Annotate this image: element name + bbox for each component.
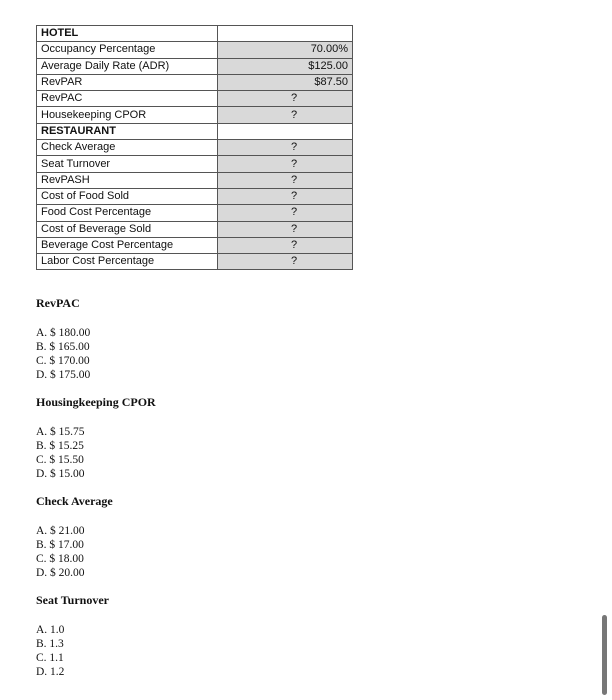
table-row	[37, 188, 353, 204]
table-row	[37, 172, 353, 188]
answer-option: A. $ 15.75	[36, 426, 85, 438]
row-label: Average Daily Rate (ADR)	[37, 58, 218, 74]
question-revpac	[36, 296, 156, 382]
row-label: RESTAURANT	[37, 123, 218, 139]
row-value: ?	[218, 237, 353, 253]
question-seat-turnover	[36, 593, 156, 679]
table-row	[37, 156, 353, 172]
answer-option: A. 1.0	[36, 624, 65, 636]
row-label: Labor Cost Percentage	[37, 254, 218, 270]
row-value: ?	[218, 91, 353, 107]
answer-option: D. $ 175.00	[36, 369, 91, 381]
row-value: $125.00	[218, 58, 353, 74]
answer-option: C. 1.1	[36, 652, 64, 664]
table-row	[37, 91, 353, 107]
row-value: $87.50	[218, 74, 353, 90]
table-row	[37, 42, 353, 58]
metrics-table-container	[36, 25, 353, 270]
vertical-scrollbar[interactable]	[602, 615, 607, 695]
row-label: Housekeeping CPOR	[37, 107, 218, 123]
table-row	[37, 221, 353, 237]
row-label: RevPAR	[37, 74, 218, 90]
answer-option: A. $ 21.00	[36, 525, 85, 537]
table-row	[37, 74, 353, 90]
row-label: RevPASH	[37, 172, 218, 188]
question-housekeeping-cpor	[36, 395, 156, 481]
row-label: Seat Turnover	[37, 156, 218, 172]
row-value: ?	[218, 205, 353, 221]
answer-option: C. $ 18.00	[36, 553, 84, 565]
table-row	[37, 107, 353, 123]
row-value: ?	[218, 172, 353, 188]
table-row	[37, 123, 353, 139]
answer-option: D. $ 15.00	[36, 468, 85, 480]
row-value: ?	[218, 156, 353, 172]
row-value: 70.00%	[218, 42, 353, 58]
question-title: Check Average	[36, 494, 113, 508]
row-label: Food Cost Percentage	[37, 205, 218, 221]
answer-option: B. 1.3	[36, 638, 64, 650]
row-label: Beverage Cost Percentage	[37, 237, 218, 253]
table-row	[37, 58, 353, 74]
table-row	[37, 26, 353, 42]
row-label: Cost of Beverage Sold	[37, 221, 218, 237]
question-title: Housingkeeping CPOR	[36, 395, 156, 409]
question-check-average	[36, 494, 156, 580]
row-value: ?	[218, 254, 353, 270]
answer-option: C. $ 15.50	[36, 454, 84, 466]
table-row	[37, 254, 353, 270]
row-label: Check Average	[37, 140, 218, 156]
question-title: RevPAC	[36, 296, 80, 310]
answer-option: C. $ 170.00	[36, 355, 90, 367]
answer-option: D. 1.2	[36, 666, 65, 678]
table-row	[37, 205, 353, 221]
row-value	[218, 123, 353, 139]
answer-option: B. $ 15.25	[36, 440, 84, 452]
row-label: Occupancy Percentage	[37, 42, 218, 58]
metrics-table	[36, 25, 353, 270]
question-title: Seat Turnover	[36, 593, 110, 607]
row-label: Cost of Food Sold	[37, 188, 218, 204]
row-value: ?	[218, 140, 353, 156]
answer-option: A. $ 180.00	[36, 327, 91, 339]
table-row	[37, 140, 353, 156]
row-value	[218, 26, 353, 42]
answer-option: B. $ 165.00	[36, 341, 90, 353]
row-value: ?	[218, 188, 353, 204]
answer-option: B. $ 17.00	[36, 539, 84, 551]
table-row	[37, 237, 353, 253]
row-label: RevPAC	[37, 91, 218, 107]
row-value: ?	[218, 221, 353, 237]
question-list	[36, 296, 156, 692]
answer-option: D. $ 20.00	[36, 567, 85, 579]
row-label: HOTEL	[37, 26, 218, 42]
row-value: ?	[218, 107, 353, 123]
